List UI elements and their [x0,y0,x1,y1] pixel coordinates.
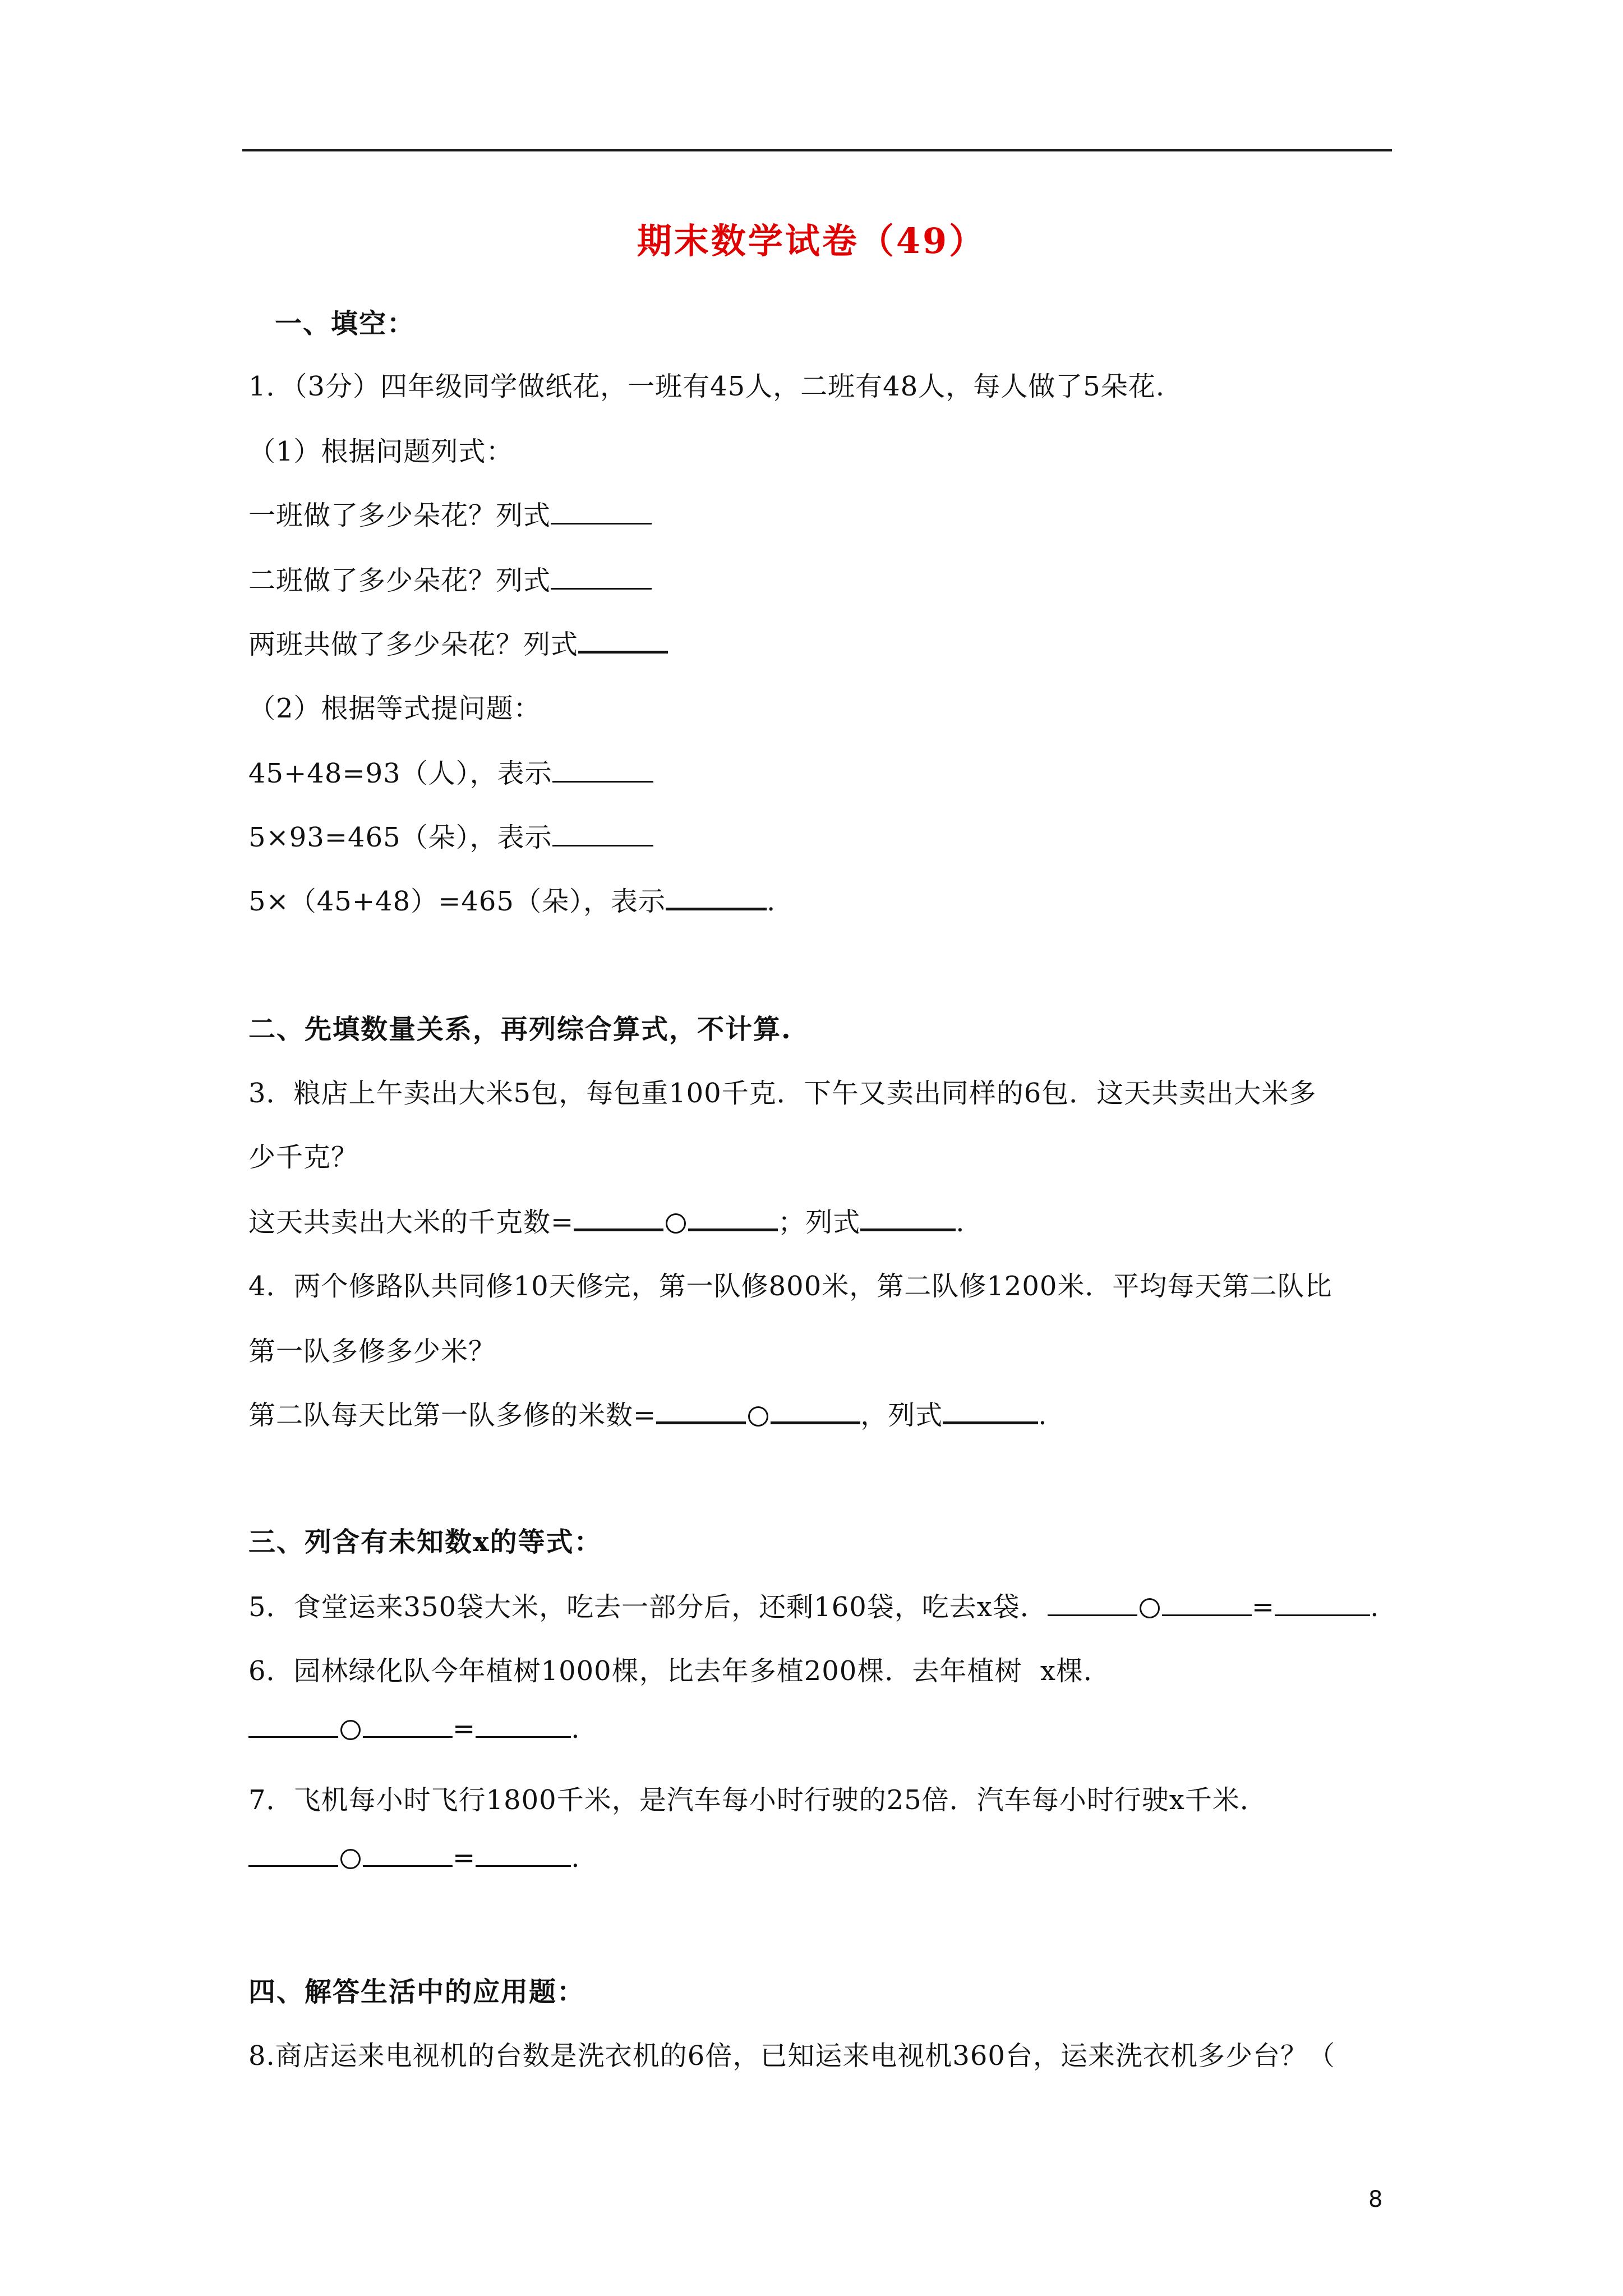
answer-blank[interactable] [771,1400,860,1424]
operator-circle[interactable] [1140,1598,1160,1618]
question-4-line1: 4．两个修路队共同修10天修完，第一队修800米，第二队修1200米．平均每天第二队比 [248,1271,1332,1302]
question-1: 1．（3分）四年级同学做纸花，一班有45人，二班有48人，每人做了5朵花. [248,371,1165,402]
period: . [1038,1400,1048,1431]
answer-blank[interactable] [1048,1593,1137,1616]
q1-line-b-text: 二班做了多少朵花？列式 [248,565,551,596]
equals-sign: = [453,1713,476,1745]
answer-blank[interactable] [552,823,653,846]
question-6: 6．园林绿化队今年植树1000棵，比去年多植200棵．去年植树 x棵． [248,1655,1111,1687]
answer-blank[interactable] [248,1844,338,1867]
section3-heading: 三、列含有未知数x的等式： [248,1526,602,1558]
q1-line-a-text: 一班做了多少朵花？列式 [248,500,551,531]
q1-line-d-text: 45+48=93（人），表示 [248,758,552,789]
page-number: 8 [1368,2187,1383,2212]
q1-line-e-text: 5×93=465（朵），表示 [248,822,552,853]
period: . [766,886,776,917]
answer-blank[interactable] [1162,1593,1252,1616]
answer-blank[interactable] [860,1207,956,1231]
period: . [571,1842,580,1874]
section4-heading: 四、解答生活中的应用题： [248,1976,585,2008]
page-title: 期末数学试卷（49） [637,220,986,261]
answer-blank[interactable] [363,1844,453,1867]
section1-heading: 一、填空： [275,308,416,339]
operator-circle[interactable] [340,1720,361,1740]
question-3-line2: 少千克？ [248,1142,359,1173]
question-3-line1: 3．粮店上午卖出大米5包，每包重100千克．下午又卖出同样的6包．这天共卖出大米多 [248,1078,1317,1109]
answer-blank[interactable] [476,1844,571,1867]
q3-relation-text: 这天共卖出大米的千克数= [248,1207,574,1238]
answer-blank[interactable] [688,1207,778,1231]
q1-part1-prompt: （1）根据问题列式： [248,436,514,467]
period: . [956,1207,965,1238]
q1-part2-prompt: （2）根据等式提问题： [248,693,541,724]
answer-blank[interactable] [1275,1593,1370,1616]
answer-blank[interactable] [552,760,653,783]
operator-circle[interactable] [666,1213,686,1234]
question-7: 7．飞机每小时飞行1800千米，是汽车每小时行驶的25倍．汽车每小时行驶x千米． [248,1784,1267,1816]
q1-line-f-text: 5×（45+48）=465（朵），表示 [248,886,666,917]
operator-circle[interactable] [748,1406,768,1427]
answer-blank[interactable] [578,629,668,654]
question-4-line2: 第一队多修多少米？ [248,1336,496,1367]
equals-sign: = [1251,1591,1275,1623]
equals-sign: = [453,1842,476,1874]
question-7-answer [248,1842,580,1874]
q1-line-d [248,752,653,790]
answer-blank[interactable] [476,1715,571,1738]
q1-line-c [248,623,668,661]
answer-blank[interactable] [656,1400,746,1424]
answer-blank[interactable] [943,1400,1038,1424]
period: . [1370,1591,1380,1623]
period: . [571,1713,580,1745]
q3-formula-label: ；列式 [778,1207,861,1238]
section2-heading: 二、先填数量关系，再列综合算式，不计算. [248,1014,792,1045]
operator-circle[interactable] [340,1849,361,1869]
q1-line-e [248,816,653,854]
question-8: 8.商店运来电视机的台数是洗衣机的6倍，已知运来电视机360台，运来洗衣机多少台？（ [248,2040,1335,2072]
header-rule [242,149,1392,151]
q5-text: 5．食堂运来350袋大米，吃去一部分后，还剩160袋，吃去x袋． [248,1591,1048,1623]
q4-formula-label: ，列式 [860,1400,943,1431]
answer-blank[interactable] [363,1715,453,1738]
q4-relation-text: 第二队每天比第一队多修的米数= [248,1400,657,1431]
q1-line-b [248,559,652,597]
answer-blank[interactable] [574,1207,663,1231]
q1-line-f [248,880,776,918]
question-6-answer [248,1713,580,1745]
question-3-answer [248,1200,965,1239]
answer-blank[interactable] [551,501,652,524]
q1-line-a [248,494,652,532]
answer-blank[interactable] [248,1715,338,1738]
answer-blank[interactable] [666,886,767,910]
q1-line-c-text: 两班共做了多少朵花？列式 [248,629,579,660]
question-5 [248,1585,1379,1624]
question-4-answer [248,1393,1048,1432]
answer-blank[interactable] [551,567,652,590]
